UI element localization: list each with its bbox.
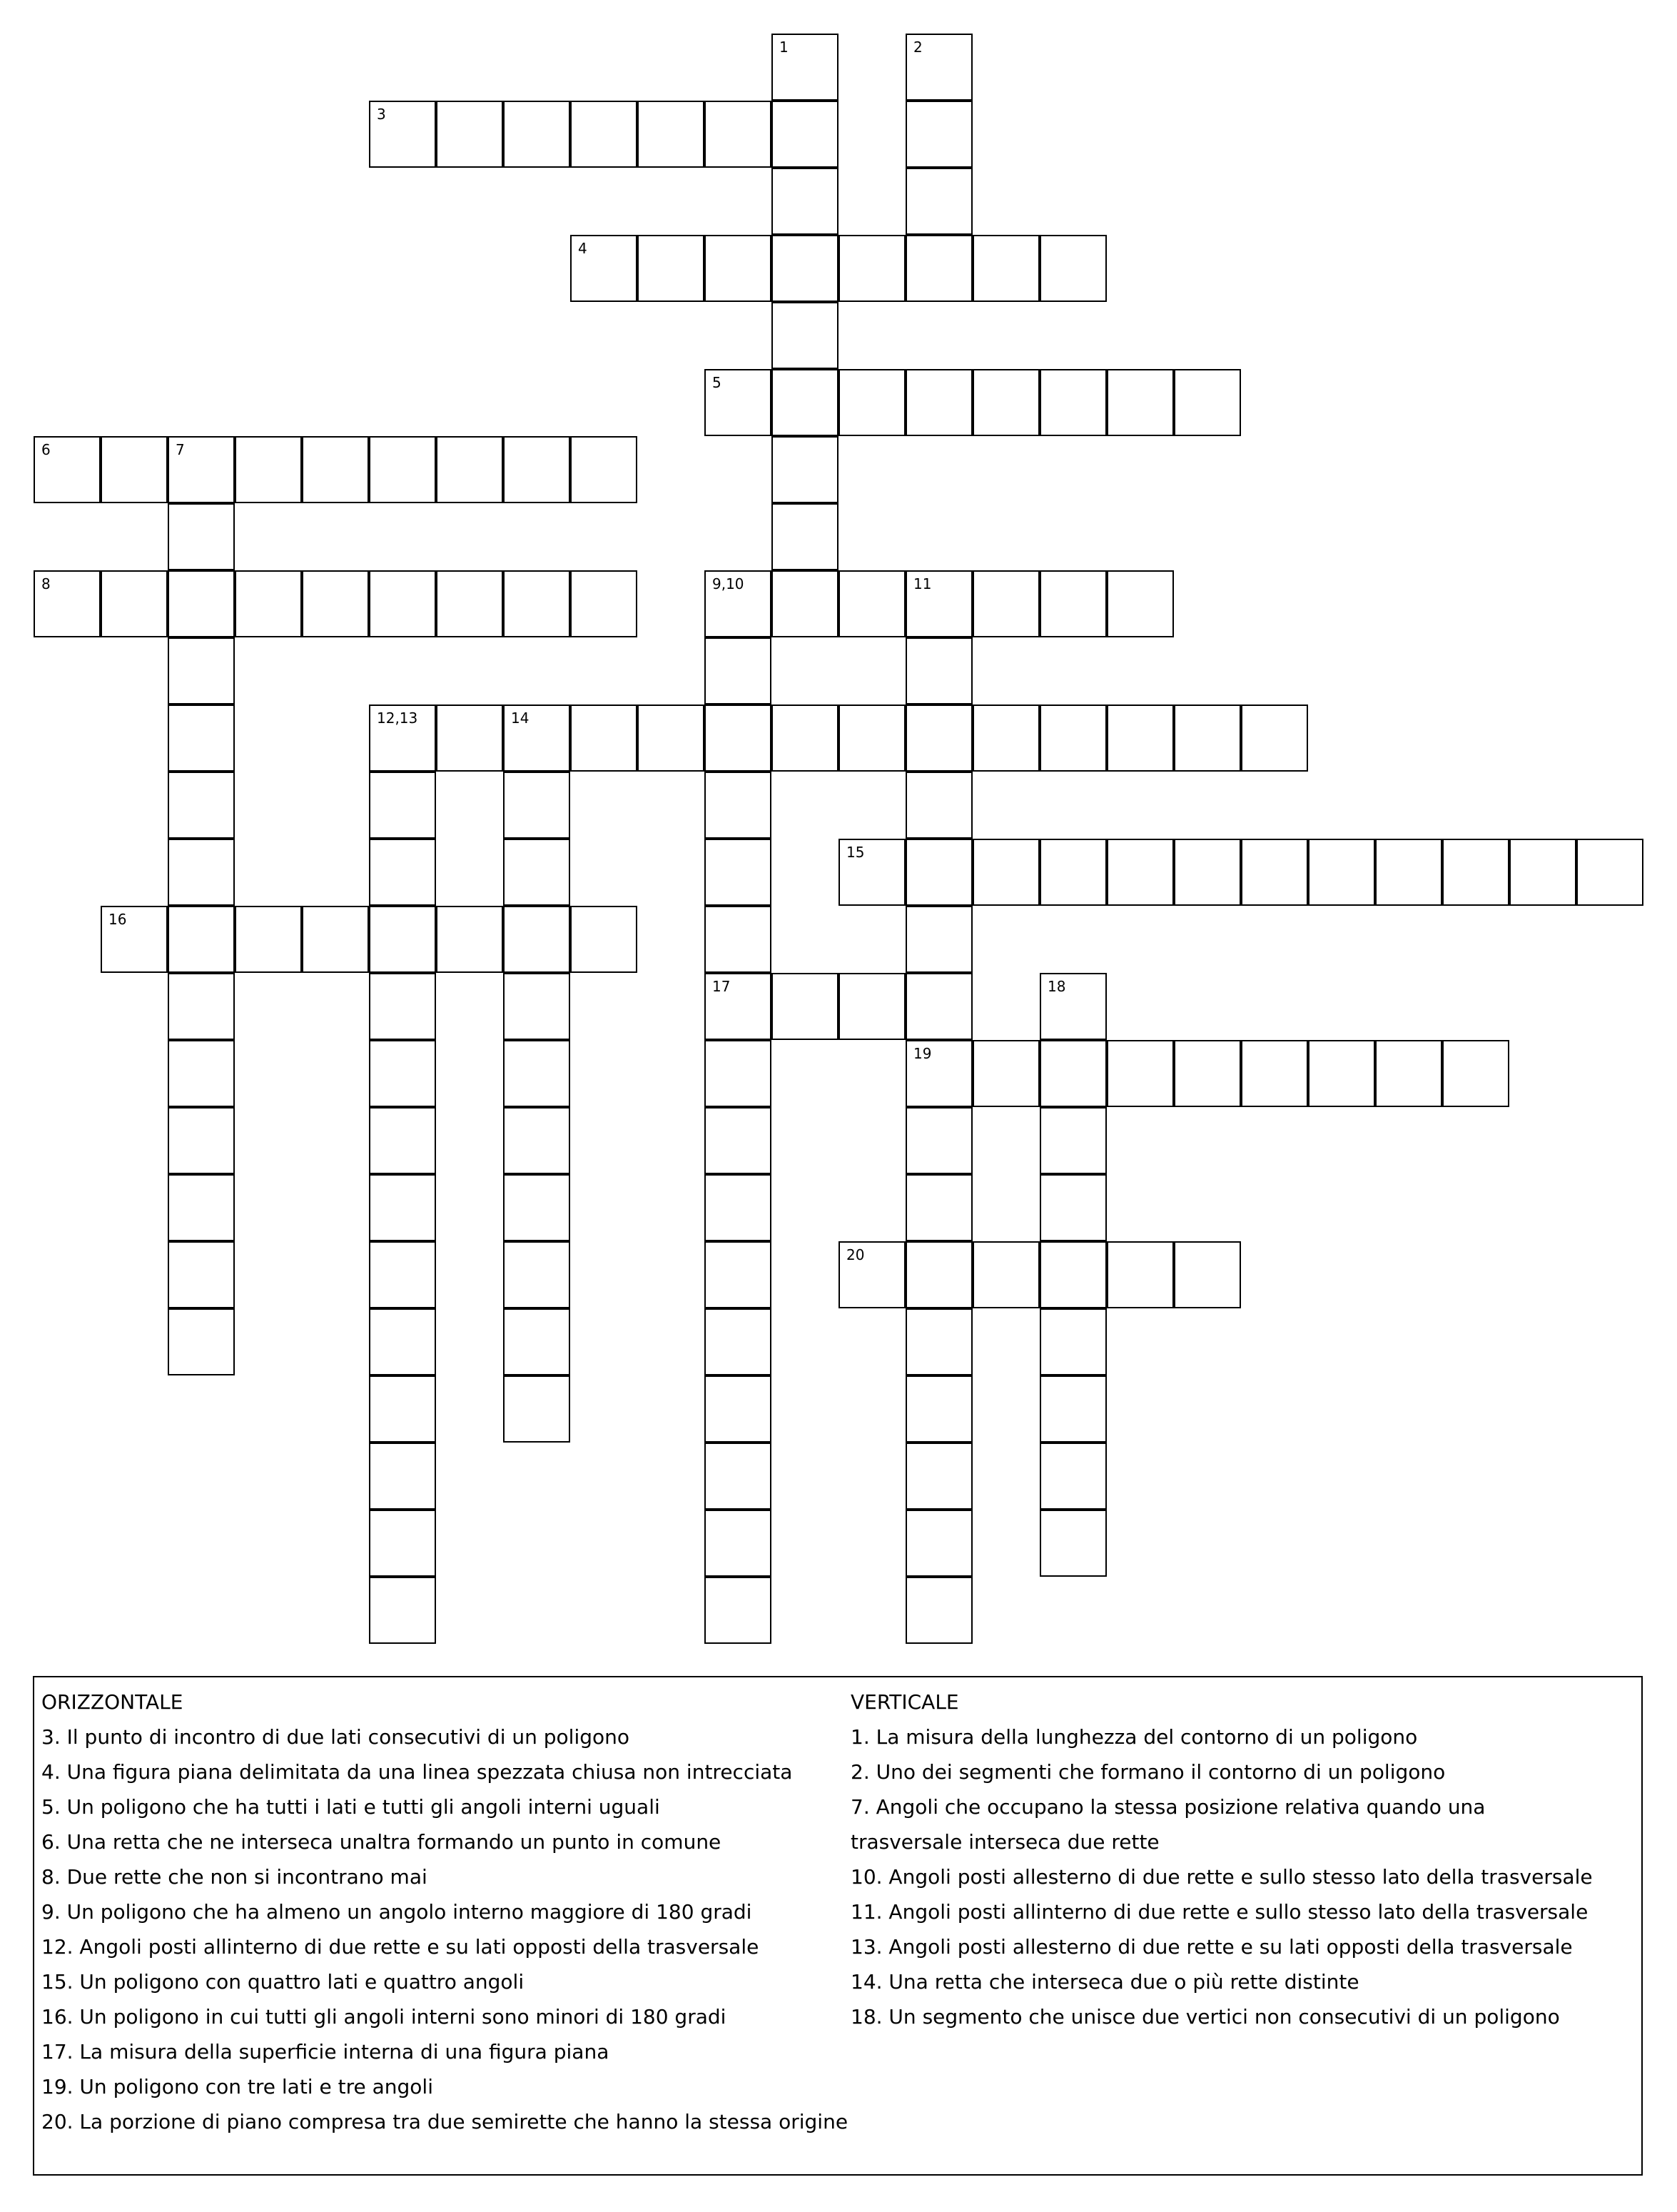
crossword-cell[interactable] <box>101 906 168 973</box>
crossword-cell[interactable] <box>906 973 973 1040</box>
crossword-cell[interactable] <box>168 906 235 973</box>
crossword-cell[interactable] <box>168 570 235 637</box>
crossword-cell[interactable] <box>369 570 436 637</box>
crossword-cell[interactable] <box>369 1040 436 1107</box>
crossword-cell[interactable] <box>369 839 436 906</box>
across-clue: 4. Una figura piana delimitata da una linea spezzata chiusa non intrecciata <box>41 1760 793 1784</box>
down-clue: 1. La misura della lunghezza del contorno di un poligono <box>851 1725 1418 1749</box>
crossword-cell[interactable] <box>503 436 570 503</box>
cell-number: 19 <box>913 1045 932 1062</box>
cell-number: 4 <box>578 240 587 257</box>
crossword-cell[interactable] <box>704 1174 771 1241</box>
crossword-cell[interactable] <box>906 235 973 302</box>
crossword-cell[interactable] <box>503 1375 570 1443</box>
cell-number: 9,10 <box>712 575 744 592</box>
crossword-cell[interactable] <box>436 101 503 168</box>
crossword-cell[interactable] <box>1241 839 1308 906</box>
crossword-cell[interactable] <box>168 1040 235 1107</box>
crossword-cell[interactable] <box>906 1107 973 1174</box>
crossword-cell[interactable] <box>1107 1040 1174 1107</box>
crossword-cell[interactable] <box>637 235 704 302</box>
cell-number: 15 <box>846 844 865 861</box>
across-heading: ORIZZONTALE <box>41 1690 183 1714</box>
crossword-cell[interactable] <box>704 973 771 1040</box>
crossword-cell[interactable] <box>369 1577 436 1644</box>
crossword-cell[interactable] <box>235 436 302 503</box>
across-clue: 20. La porzione di piano compresa tra due semirette che hanno la stessa origine <box>41 2110 848 2133</box>
crossword-cell[interactable] <box>1174 839 1241 906</box>
crossword-cell[interactable] <box>1174 1241 1241 1308</box>
across-clues <box>41 1685 848 2139</box>
crossword-cell[interactable] <box>168 772 235 839</box>
crossword-cell[interactable] <box>838 1241 906 1308</box>
crossword-cell[interactable] <box>1040 973 1107 1040</box>
crossword-cell[interactable] <box>235 906 302 973</box>
crossword-cell[interactable] <box>503 1107 570 1174</box>
crossword-cell[interactable] <box>302 436 369 503</box>
crossword-cell[interactable] <box>1107 369 1174 436</box>
crossword-cell[interactable] <box>838 369 906 436</box>
crossword-cell[interactable] <box>369 1308 436 1375</box>
crossword-cell[interactable] <box>637 704 704 772</box>
crossword-cell[interactable] <box>838 570 906 637</box>
crossword-cell[interactable] <box>302 906 369 973</box>
crossword-cell[interactable] <box>906 906 973 973</box>
across-clue: 5. Un poligono che ha tutti i lati e tutti gli angoli interni uguali <box>41 1795 660 1819</box>
crossword-cell[interactable] <box>1040 1174 1107 1241</box>
crossword-cell[interactable] <box>168 503 235 570</box>
crossword-cell[interactable] <box>771 570 838 637</box>
crossword-cell[interactable] <box>906 1510 973 1577</box>
crossword-cell[interactable] <box>369 772 436 839</box>
crossword-cell[interactable] <box>1174 1040 1241 1107</box>
crossword-cell[interactable] <box>168 637 235 704</box>
crossword-cell[interactable] <box>771 34 838 101</box>
crossword-cell[interactable] <box>704 1510 771 1577</box>
across-clue: 19. Un poligono con tre lati e tre angoli <box>41 2075 433 2099</box>
cell-number: 11 <box>913 575 932 592</box>
crossword-cell[interactable] <box>1241 704 1308 772</box>
crossword-cell[interactable] <box>503 704 570 772</box>
across-clue: 3. Il punto di incontro di due lati consecutivi di un poligono <box>41 1725 630 1749</box>
crossword-cell[interactable] <box>838 973 906 1040</box>
crossword-cell[interactable] <box>570 436 637 503</box>
crossword-cell[interactable] <box>570 906 637 973</box>
crossword-cell[interactable] <box>1040 1443 1107 1510</box>
crossword-cell[interactable] <box>771 436 838 503</box>
crossword-cell[interactable] <box>704 1577 771 1644</box>
crossword-cell[interactable] <box>369 1174 436 1241</box>
cell-number: 8 <box>41 575 51 592</box>
crossword-cell[interactable] <box>704 704 771 772</box>
crossword-cell[interactable] <box>906 637 973 704</box>
cell-number: 12,13 <box>377 709 418 727</box>
across-clue: 17. La misura della superficie interna di una figura piana <box>41 2040 609 2064</box>
crossword-cell[interactable] <box>503 570 570 637</box>
down-clue: 14. Una retta che interseca due o più rette distinte <box>851 1970 1359 1994</box>
crossword-cell[interactable] <box>1040 704 1107 772</box>
cell-number: 17 <box>712 978 731 995</box>
crossword-cell[interactable] <box>906 772 973 839</box>
crossword-cell[interactable] <box>168 436 235 503</box>
crossword-cell[interactable] <box>1107 839 1174 906</box>
crossword-cell[interactable] <box>1040 839 1107 906</box>
clues-box <box>33 1676 1643 2176</box>
across-clue: 6. Una retta che ne interseca unaltra formando un punto in comune <box>41 1830 721 1854</box>
crossword-cell[interactable] <box>637 101 704 168</box>
crossword-cell[interactable] <box>570 704 637 772</box>
crossword-cell[interactable] <box>369 1375 436 1443</box>
crossword-cell[interactable] <box>771 704 838 772</box>
down-clue: 10. Angoli posti allesterno di due rette e sullo stesso lato della trasversale <box>851 1865 1593 1889</box>
crossword-cell[interactable] <box>503 1174 570 1241</box>
crossword-cell[interactable] <box>369 704 436 772</box>
crossword-cell[interactable] <box>906 34 973 101</box>
crossword-cell[interactable] <box>906 570 973 637</box>
crossword-cell[interactable] <box>906 1443 973 1510</box>
crossword-cell[interactable] <box>1375 839 1442 906</box>
crossword-cell[interactable] <box>906 1375 973 1443</box>
crossword-cell[interactable] <box>168 973 235 1040</box>
across-clue: 8. Due rette che non si incontrano mai <box>41 1865 427 1889</box>
crossword-cell[interactable] <box>973 839 1040 906</box>
crossword-cell[interactable] <box>168 1107 235 1174</box>
crossword-cell[interactable] <box>838 839 906 906</box>
crossword-cell[interactable] <box>570 570 637 637</box>
cell-number: 2 <box>913 39 923 56</box>
crossword-cell[interactable] <box>973 704 1040 772</box>
crossword-cell[interactable] <box>973 1241 1040 1308</box>
crossword-cell[interactable] <box>771 101 838 168</box>
crossword-cell[interactable] <box>34 436 101 503</box>
crossword-cell[interactable] <box>704 839 771 906</box>
cell-number: 16 <box>108 911 127 928</box>
crossword-cell[interactable] <box>973 570 1040 637</box>
crossword-cell[interactable] <box>503 906 570 973</box>
crossword-cell[interactable] <box>973 369 1040 436</box>
crossword-cell[interactable] <box>704 235 771 302</box>
crossword-cell[interactable] <box>771 973 838 1040</box>
crossword-cell[interactable] <box>1040 1510 1107 1577</box>
crossword-cell[interactable] <box>1040 1040 1107 1107</box>
crossword-cell[interactable] <box>771 503 838 570</box>
crossword-cell[interactable] <box>570 101 637 168</box>
crossword-cell[interactable] <box>503 973 570 1040</box>
crossword-cell[interactable] <box>503 772 570 839</box>
crossword-cell[interactable] <box>973 235 1040 302</box>
crossword-cell[interactable] <box>1040 369 1107 436</box>
crossword-cell[interactable] <box>704 1375 771 1443</box>
crossword-cell[interactable] <box>1308 839 1375 906</box>
crossword-cell[interactable] <box>436 436 503 503</box>
down-clue: 7. Angoli che occupano la stessa posizione relativa quando una trasversale interseca due rette <box>851 1795 1486 1854</box>
cell-number: 1 <box>779 39 789 56</box>
crossword-cell[interactable] <box>101 436 168 503</box>
crossword-cell[interactable] <box>369 906 436 973</box>
cell-number: 5 <box>712 374 721 391</box>
crossword-cell[interactable] <box>771 235 838 302</box>
crossword-cell[interactable] <box>1107 704 1174 772</box>
crossword-cell[interactable] <box>503 1308 570 1375</box>
crossword-cell[interactable] <box>906 1241 973 1308</box>
crossword-cell[interactable] <box>1107 1241 1174 1308</box>
crossword-cell[interactable] <box>570 235 637 302</box>
cell-number: 7 <box>176 441 185 458</box>
across-clue: 12. Angoli posti allinterno di due rette e su lati opposti della trasversale <box>41 1935 759 1959</box>
crossword-cell[interactable] <box>436 906 503 973</box>
crossword-cell[interactable] <box>436 570 503 637</box>
crossword-cell[interactable] <box>906 1577 973 1644</box>
crossword-cell[interactable] <box>1040 1375 1107 1443</box>
crossword-cell[interactable] <box>906 168 973 235</box>
crossword-cell[interactable] <box>906 1040 973 1107</box>
crossword-cell[interactable] <box>1174 369 1241 436</box>
crossword-cell[interactable] <box>1040 570 1107 637</box>
crossword-cell[interactable] <box>168 704 235 772</box>
crossword-cell[interactable] <box>906 839 973 906</box>
crossword-cell[interactable] <box>503 101 570 168</box>
crossword-cell[interactable] <box>503 1040 570 1107</box>
crossword-cell[interactable] <box>34 570 101 637</box>
cell-number: 20 <box>846 1246 865 1263</box>
down-clues <box>851 1685 1636 2034</box>
crossword-cell[interactable] <box>436 704 503 772</box>
cell-number: 6 <box>41 441 51 458</box>
crossword-cell[interactable] <box>704 1040 771 1107</box>
crossword-cell[interactable] <box>771 369 838 436</box>
crossword-cell[interactable] <box>503 839 570 906</box>
across-clue: 16. Un poligono in cui tutti gli angoli interni sono minori di 180 gradi <box>41 2005 726 2029</box>
crossword-cell[interactable] <box>101 570 168 637</box>
crossword-cell[interactable] <box>771 302 838 369</box>
crossword-cell[interactable] <box>369 973 436 1040</box>
crossword-cell[interactable] <box>1509 839 1576 906</box>
crossword-cell[interactable] <box>1442 839 1509 906</box>
crossword-cell[interactable] <box>168 1174 235 1241</box>
crossword-cell[interactable] <box>838 235 906 302</box>
crossword-cell[interactable] <box>704 1107 771 1174</box>
crossword-cell[interactable] <box>369 1241 436 1308</box>
crossword-cell[interactable] <box>369 1443 436 1510</box>
crossword-cell[interactable] <box>369 1107 436 1174</box>
crossword-cell[interactable] <box>771 168 838 235</box>
cell-number: 18 <box>1048 978 1066 995</box>
crossword-cell[interactable] <box>704 101 771 168</box>
crossword-cell[interactable] <box>1040 235 1107 302</box>
cell-number: 14 <box>511 709 530 727</box>
crossword-cell[interactable] <box>369 1510 436 1577</box>
crossword-cell[interactable] <box>1308 1040 1375 1107</box>
down-heading: VERTICALE <box>851 1690 959 1714</box>
crossword-cell[interactable] <box>1107 570 1174 637</box>
crossword-cell[interactable] <box>704 772 771 839</box>
crossword-cell[interactable] <box>1040 1308 1107 1375</box>
crossword-cell[interactable] <box>168 839 235 906</box>
crossword-cell[interactable] <box>168 1241 235 1308</box>
crossword-cell[interactable] <box>704 1241 771 1308</box>
crossword-cell[interactable] <box>1040 1107 1107 1174</box>
crossword-cell[interactable] <box>704 906 771 973</box>
crossword-cell[interactable] <box>168 1308 235 1375</box>
crossword-cell[interactable] <box>369 436 436 503</box>
crossword-cell[interactable] <box>1576 839 1643 906</box>
down-clue: 2. Uno dei segmenti che formano il contorno di un poligono <box>851 1760 1446 1784</box>
crossword-cell[interactable] <box>906 1174 973 1241</box>
crossword-cell[interactable] <box>503 1241 570 1308</box>
across-clue: 15. Un poligono con quattro lati e quattro angoli <box>41 1970 525 1994</box>
crossword-cell[interactable] <box>906 704 973 772</box>
crossword-cell[interactable] <box>906 101 973 168</box>
crossword-cell[interactable] <box>704 369 771 436</box>
crossword-cell[interactable] <box>906 369 973 436</box>
crossword-cell[interactable] <box>704 570 771 637</box>
crossword-cell[interactable] <box>906 1308 973 1375</box>
across-clue: 9. Un poligono che ha almeno un angolo interno maggiore di 180 gradi <box>41 1900 752 1924</box>
crossword-cell[interactable] <box>235 570 302 637</box>
crossword-cell[interactable] <box>1241 1040 1308 1107</box>
crossword-cell[interactable] <box>973 1040 1040 1107</box>
crossword-cell[interactable] <box>1375 1040 1442 1107</box>
crossword-cell[interactable] <box>369 101 436 168</box>
down-clue: 18. Un segmento che unisce due vertici non consecutivi di un poligono <box>851 2005 1560 2029</box>
crossword-cell[interactable] <box>302 570 369 637</box>
cell-number: 3 <box>377 106 386 123</box>
crossword-cell[interactable] <box>1040 1241 1107 1308</box>
down-clue: 13. Angoli posti allesterno di due rette e su lati opposti della trasversale <box>851 1935 1573 1959</box>
crossword-cell[interactable] <box>704 1308 771 1375</box>
crossword-cell[interactable] <box>704 1443 771 1510</box>
crossword-cell[interactable] <box>838 704 906 772</box>
crossword-cell[interactable] <box>704 637 771 704</box>
down-clue: 11. Angoli posti allinterno di due rette e sullo stesso lato della trasversale <box>851 1900 1589 1924</box>
crossword-cell[interactable] <box>1442 1040 1509 1107</box>
crossword-cell[interactable] <box>1174 704 1241 772</box>
